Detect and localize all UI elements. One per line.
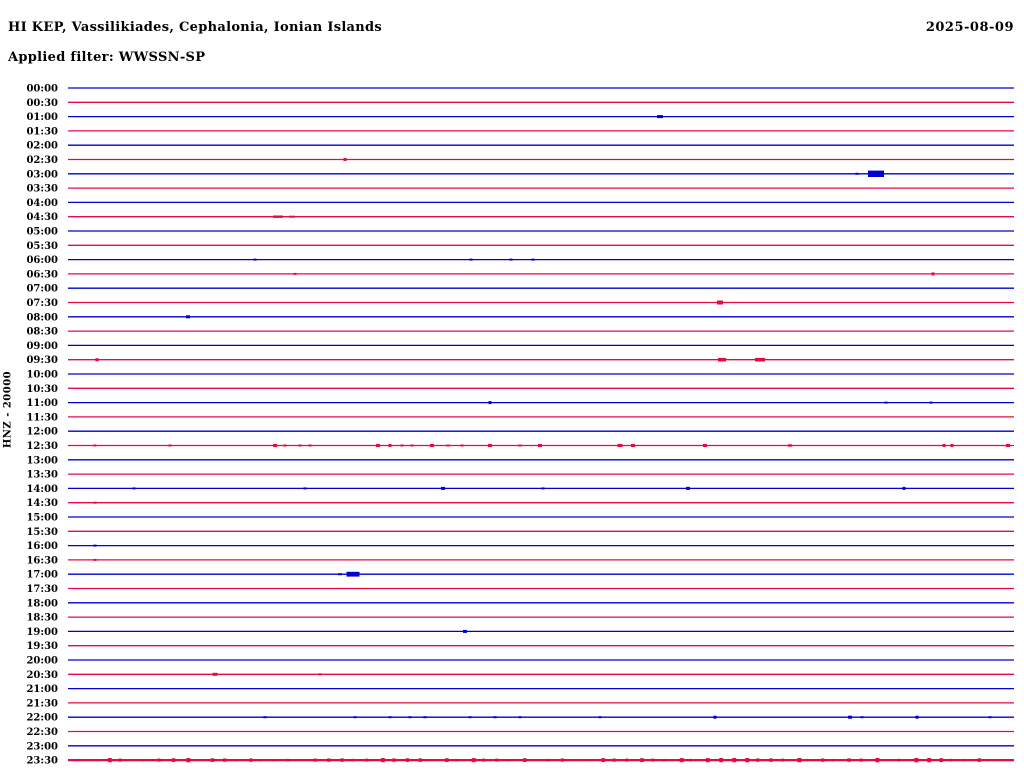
trace-noise-tick [472,758,476,762]
trace-time-label: 22:30 [26,727,58,738]
trace-noise-tick [860,759,863,762]
trace-noise-tick [186,758,190,762]
trace-noise-tick [365,759,368,762]
trace-noise-tick [273,759,276,761]
trace-time-label: 10:00 [26,369,58,381]
trace-noise-tick [406,758,409,762]
station-title: HI KEP, Vassilikiades, Cephalonia, Ionian Islands [8,20,383,35]
trace-event-blip [424,716,427,718]
trace-event-blip [788,444,792,446]
trace-event-blip [657,115,663,118]
trace-noise-tick [89,759,91,761]
trace-noise-tick [651,759,654,762]
trace-time-label: 02:30 [26,155,58,166]
trace-noise-tick [875,758,879,762]
trace-event-blip [309,445,312,447]
trace-event-blip [447,445,450,447]
trace-noise-tick [640,758,644,762]
trace-event-blip [538,444,542,447]
trace-noise-tick [987,759,989,761]
trace-time-label: 17:00 [26,569,58,581]
trace-event-blip [294,273,297,275]
trace-event-blip [338,573,342,575]
trace-time-label: 07:30 [26,298,58,309]
trace-event-blip [755,358,765,362]
trace-event-blip [599,716,602,718]
trace-noise-tick [883,759,885,761]
trace-noise-tick [914,758,918,762]
trace-time-label: 02:00 [26,140,58,152]
trace-noise-tick [419,758,422,762]
trace-event-blip [94,445,97,447]
trace-noise-tick [745,758,749,762]
trace-event-blip [718,358,726,362]
trace-noise-tick [821,758,824,761]
trace-noise-tick [781,759,784,762]
trace-event-blip [903,487,906,490]
trace-event-blip [848,716,852,719]
trace-event-blip [409,716,412,718]
trace-event-blip [94,502,97,504]
trace-time-label: 10:30 [26,383,58,395]
trace-time-label: 21:00 [26,684,58,696]
trace-noise-tick [455,759,458,761]
trace-event-blip [510,259,513,261]
trace-event-blip [532,259,535,261]
trace-event-blip [254,259,257,261]
trace-noise-tick [445,758,449,762]
trace-event-blip [856,173,859,175]
trace-time-label: 13:00 [26,455,58,467]
trace-event-blip [376,444,380,447]
trace-noise-tick [978,758,981,762]
trace-noise-tick [897,759,900,762]
trace-time-label: 06:30 [26,269,58,281]
trace-time-label: 20:30 [26,669,58,681]
trace-event-blip [354,716,357,718]
trace-noise-tick [495,759,498,762]
trace-noise-tick [119,759,122,762]
trace-time-label: 11:00 [26,398,58,410]
trace-event-blip [169,445,172,447]
trace-time-label: 09:00 [26,340,58,352]
channel-scale-label: HNZ - 20000 [2,370,14,449]
trace-noise-tick [663,759,666,761]
trace-time-label: 03:30 [26,183,58,195]
trace-event-blip [304,487,307,489]
trace-event-blip [519,445,522,447]
trace-event-blip [686,487,690,490]
trace-event-blip [441,487,445,490]
trace-event-blip [186,315,190,318]
trace-event-blip [463,630,467,633]
trace-event-blip [943,444,946,447]
trace-event-blip [347,572,360,577]
trace-event-blip [989,716,992,718]
trace-noise-tick [340,758,343,761]
trace-time-label: 20:00 [26,655,58,667]
trace-noise-tick [506,759,508,761]
trace-event-blip [861,716,864,718]
trace-event-blip [469,716,472,718]
trace-event-blip [411,445,414,447]
trace-time-label: 01:00 [26,112,58,124]
trace-event-blip [273,444,277,447]
trace-noise-tick [172,758,175,762]
trace-noise-tick [327,758,330,761]
trace-event-blip [470,259,473,261]
trace-time-label: 06:00 [26,255,58,267]
trace-noise-tick [249,758,252,761]
trace-noise-tick [999,759,1001,761]
trace-noise-tick [128,759,130,761]
trace-noise-tick [428,759,430,761]
trace-noise-tick [297,759,299,761]
trace-time-label: 00:30 [26,97,58,109]
trace-noise-tick [847,758,850,761]
trace-event-blip [133,487,136,489]
trace-time-label: 07:00 [26,283,58,295]
trace-noise-tick [546,759,549,762]
trace-noise-tick [211,758,214,762]
trace-noise-tick [108,758,112,762]
trace-event-blip [344,158,347,161]
trace-time-label: 15:30 [26,526,58,538]
trace-time-label: 11:30 [26,412,58,424]
trace-event-blip [868,171,884,177]
trace-noise-tick [532,759,534,761]
trace-time-label: 14:30 [26,498,58,510]
trace-time-label: 00:00 [26,83,58,95]
trace-noise-tick [769,758,772,761]
trace-noise-tick [392,758,395,761]
trace-event-blip [519,716,522,718]
trace-noise-tick [523,758,527,762]
trace-noise-tick [689,759,692,761]
trace-noise-tick [706,758,710,762]
trace-event-blip [94,559,97,561]
trace-noise-tick [351,759,354,762]
trace-time-label: 16:00 [26,541,58,553]
trace-event-blip [631,444,635,447]
plot-date: 2025-08-09 [925,20,1014,35]
trace-noise-tick [962,759,965,761]
trace-event-blip [94,545,97,547]
trace-event-blip [461,445,464,447]
trace-time-label: 16:30 [26,555,58,567]
trace-time-label: 08:00 [26,312,58,324]
trace-noise-tick [570,759,572,761]
trace-time-label: 08:30 [26,326,58,338]
trace-event-blip [717,301,723,305]
trace-time-label: 12:00 [26,426,58,438]
trace-noise-tick [286,759,289,762]
trace-event-blip [299,445,302,447]
trace-time-label: 19:00 [26,626,58,638]
trace-time-label: 13:30 [26,469,58,481]
trace-time-label: 19:30 [26,641,58,653]
trace-noise-tick [584,759,586,761]
trace-noise-tick [756,758,759,761]
trace-noise-tick [314,759,317,762]
trace-noise-tick [381,758,385,762]
trace-noise-tick [223,758,226,761]
trace-noise-tick [806,759,809,761]
trace-noise-tick [561,758,564,761]
trace-event-blip [930,402,933,404]
trace-event-blip [273,216,283,218]
trace-time-label: 12:30 [26,441,58,452]
trace-event-blip [96,358,99,361]
trace-event-blip [430,444,434,447]
trace-event-blip [319,673,322,675]
trace-time-label: 09:30 [26,355,58,367]
trace-noise-tick [194,759,196,761]
trace-time-label: 01:30 [26,126,58,138]
trace-time-label: 21:30 [26,698,58,710]
trace-noise-tick [680,758,684,762]
trace-event-blip [916,716,919,719]
trace-event-blip [488,444,492,447]
trace-event-blip [618,444,623,447]
trace-event-blip [714,716,717,719]
trace-noise-tick [732,758,736,762]
trace-event-blip [289,216,295,218]
trace-noise-tick [234,759,237,761]
trace-noise-tick [797,758,801,762]
trace-time-label: 05:30 [26,240,58,252]
trace-event-blip [284,445,287,447]
trace-noise-tick [832,759,835,761]
trace-noise-tick [939,758,943,762]
trace-event-blip [264,716,267,718]
trace-noise-tick [77,759,79,761]
trace-noise-tick [601,758,605,762]
trace-noise-tick [949,759,952,761]
trace-noise-tick [482,759,485,762]
applied-filter-label: Applied filter: WWSSN-SP [8,50,206,65]
trace-time-label: 14:00 [26,483,58,495]
trace-noise-tick [613,759,616,762]
trace-event-blip [494,716,497,718]
trace-event-blip [885,402,888,404]
trace-time-label: 18:30 [26,612,58,624]
trace-event-blip [951,444,954,447]
trace-time-label: 04:00 [26,197,58,209]
trace-event-blip [213,673,218,676]
trace-event-blip [389,444,392,447]
trace-event-blip [489,401,492,404]
trace-time-label: 23:00 [26,741,58,753]
trace-noise-tick [719,758,723,762]
trace-noise-tick [142,759,144,761]
trace-event-blip [389,716,392,718]
trace-noise-tick [625,759,628,762]
trace-time-label: 22:00 [26,712,58,724]
trace-time-label: 18:00 [26,598,58,610]
trace-time-label: 15:00 [26,512,58,524]
trace-event-blip [1006,444,1010,447]
trace-event-blip [542,487,545,489]
trace-time-label: 23:30 [26,755,58,767]
trace-time-label: 03:00 [26,169,58,181]
trace-noise-tick [927,758,931,762]
trace-noise-tick [157,759,160,762]
trace-time-label: 17:30 [26,584,58,595]
trace-time-label: 04:30 [26,212,58,224]
trace-event-blip [703,444,707,447]
trace-event-blip [401,445,404,447]
trace-time-label: 05:00 [26,226,58,238]
trace-event-blip [932,272,935,275]
trace-noise-tick [259,759,261,761]
